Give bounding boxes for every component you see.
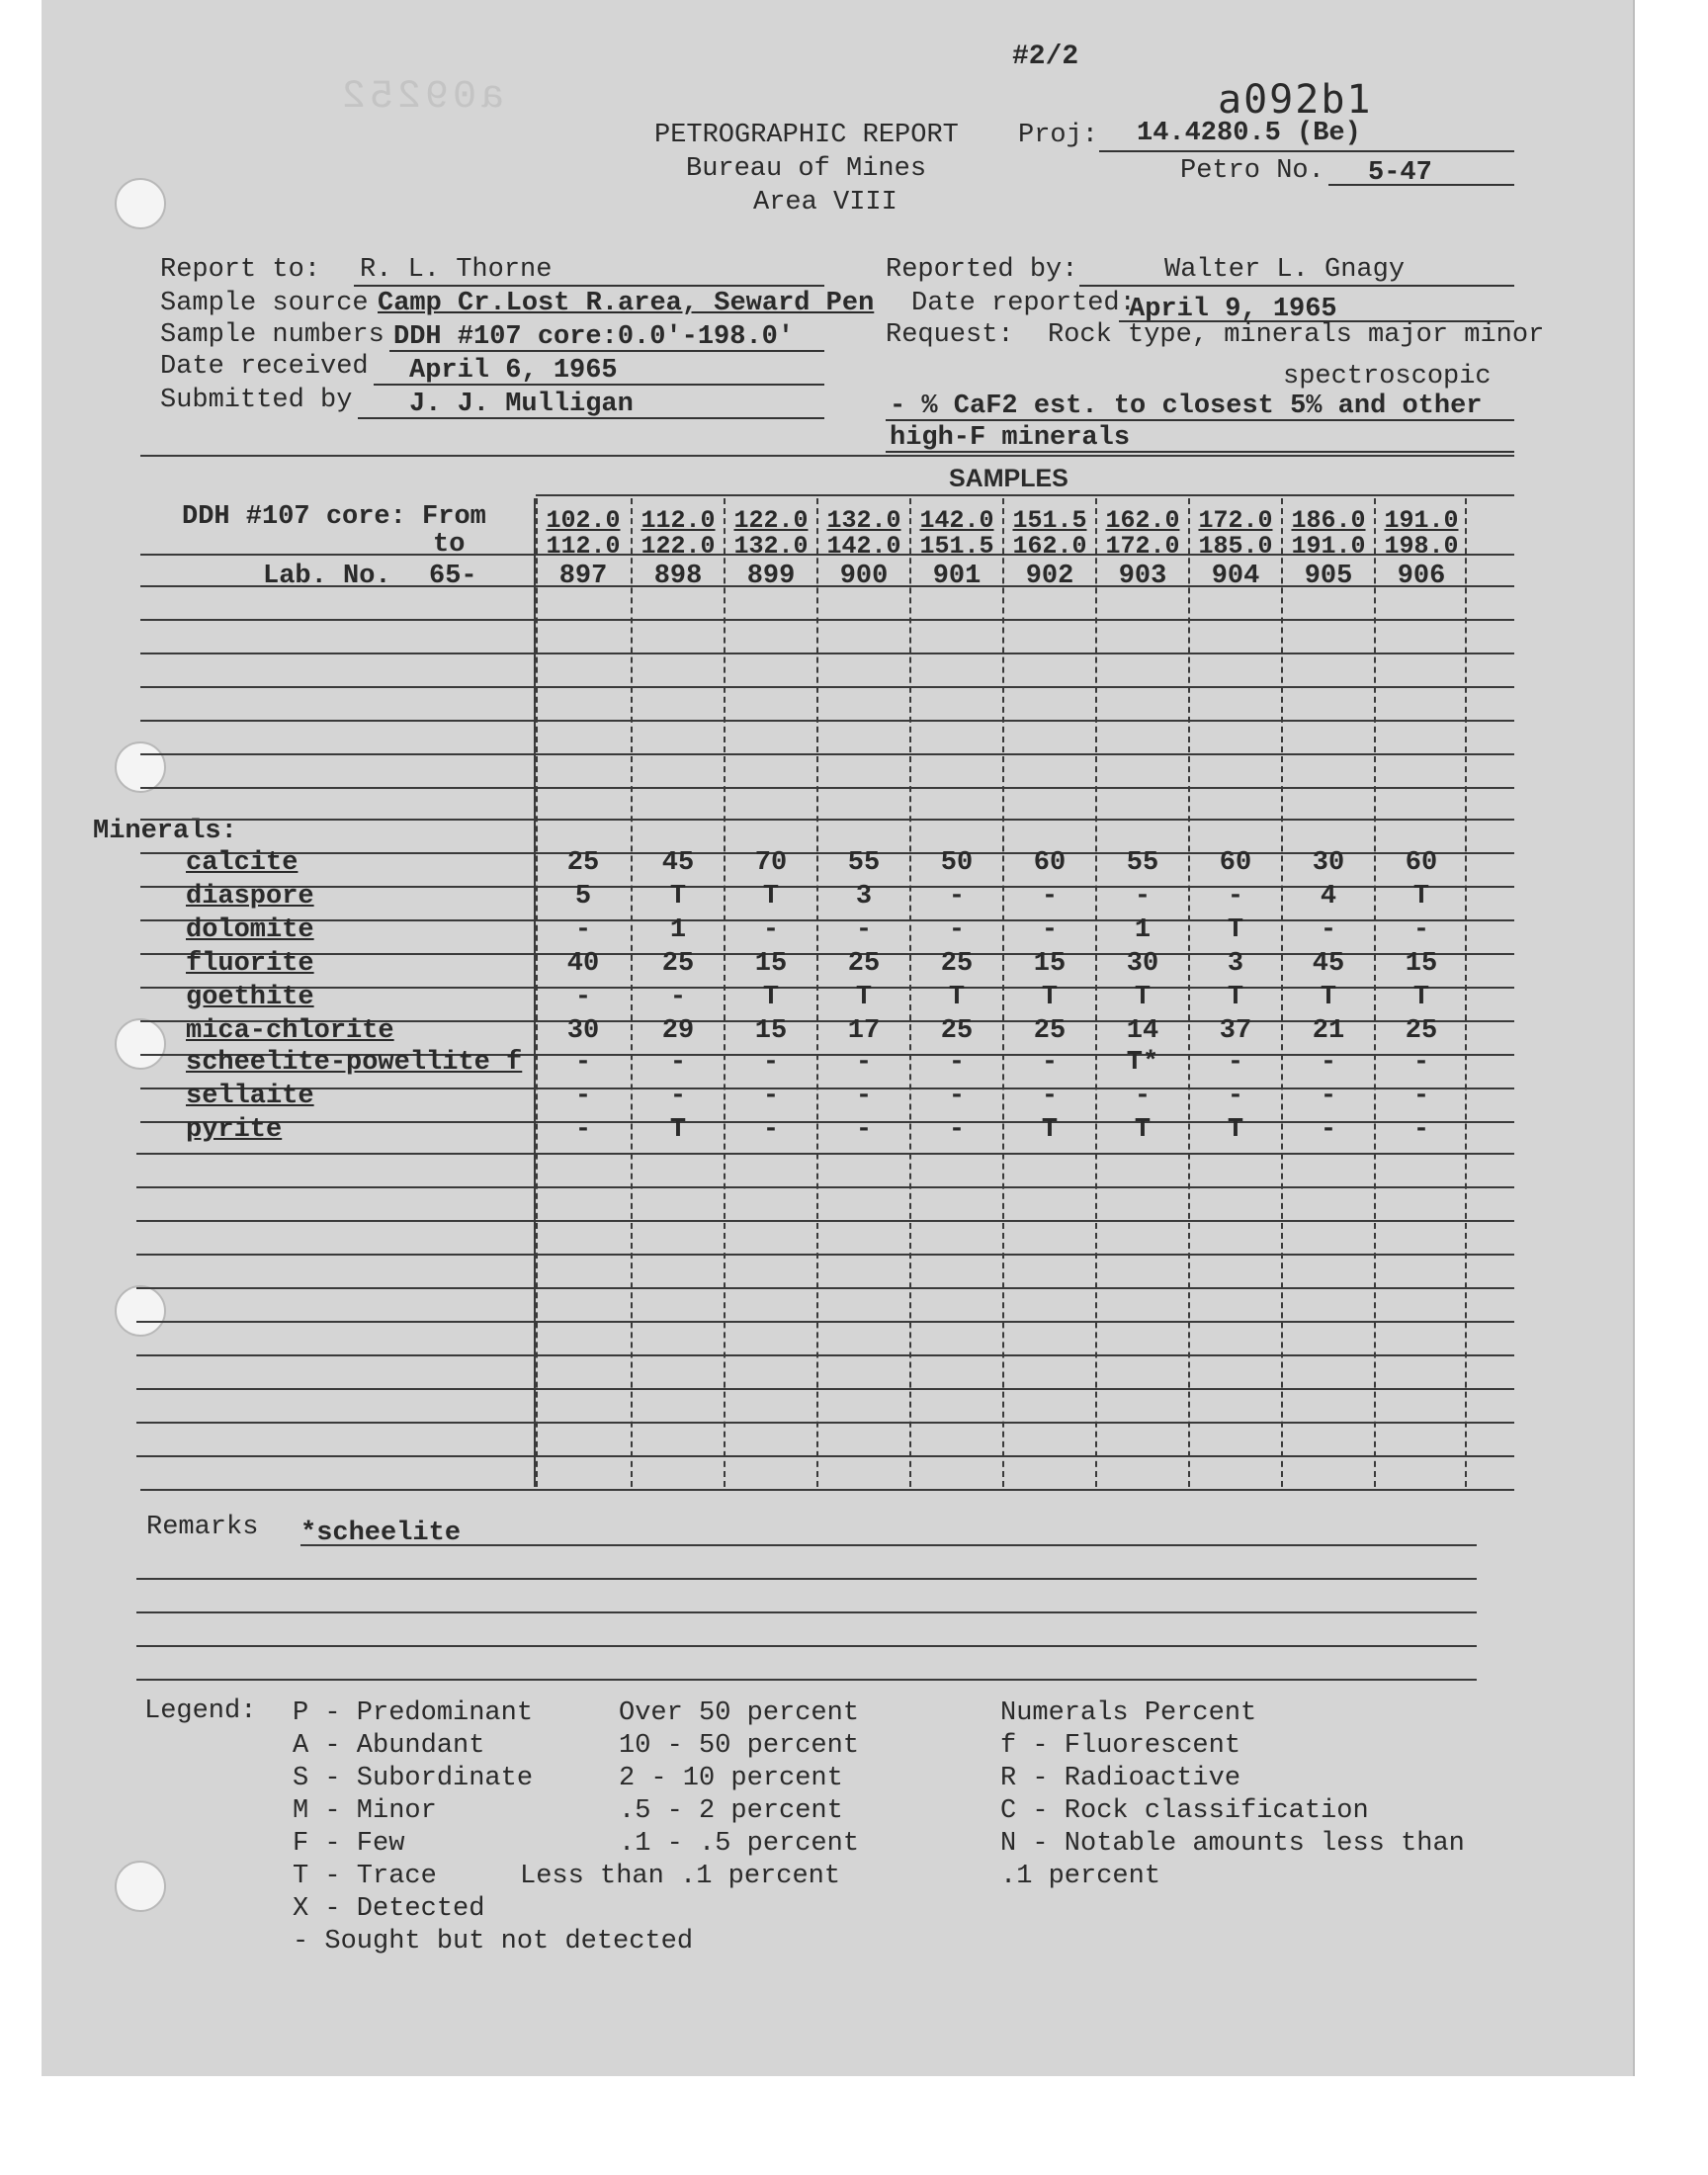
from-depth: 132.0 [826, 506, 901, 535]
report-title: PETROGRAPHIC REPORT [654, 121, 959, 150]
remarks-rule [136, 1578, 1477, 1580]
mineral-value: 21 [1312, 1016, 1345, 1046]
mineral-value: - [1041, 882, 1059, 912]
report-to-value: R. L. Thorne [360, 255, 553, 285]
mineral-value: - [574, 915, 592, 945]
to-depth: 162.0 [1012, 532, 1087, 561]
legend-range: 2 - 10 percent [619, 1764, 843, 1793]
mineral-value: - [948, 1115, 966, 1145]
date-received-label: Date received [160, 352, 369, 382]
mineral-value: 37 [1219, 1016, 1252, 1046]
legend-range: Less than .1 percent [520, 1862, 841, 1891]
mineral-value: 25 [847, 949, 881, 979]
table-rule [140, 720, 1514, 722]
date-reported-label: Date reported: [911, 289, 1136, 318]
table-rule [140, 1489, 1514, 1491]
request-value: Rock type, minerals major minor [1048, 320, 1545, 350]
sample-source-label: Sample source [160, 289, 369, 318]
sample-source-value: Camp Cr.Lost R.area, Seward Pen [378, 289, 875, 318]
mineral-value: 5 [574, 882, 592, 912]
from-depth: 172.0 [1198, 506, 1273, 535]
lab-no-prefix: 65- [429, 562, 477, 591]
page-mark: #2/2 [1012, 42, 1079, 72]
to-depth: 132.0 [733, 532, 809, 561]
core-label: DDH #107 core: From [182, 502, 486, 532]
mineral-value: T [1134, 1115, 1152, 1145]
request-underline-2 [886, 451, 1514, 453]
legend-range: Over 50 percent [619, 1698, 860, 1728]
punch-hole [115, 1018, 166, 1070]
mineral-value: 29 [661, 1016, 695, 1046]
mineral-value: 30 [1126, 949, 1159, 979]
table-rule [140, 819, 1514, 821]
reported-by-underline [1079, 285, 1514, 287]
table-rule [136, 1354, 1514, 1356]
to-depth: 142.0 [826, 532, 901, 561]
mineral-value: 14 [1126, 1016, 1159, 1046]
legend-code: F - Few [293, 1829, 405, 1859]
agency-name: Bureau of Mines [686, 154, 927, 184]
mineral-value: 45 [1312, 949, 1345, 979]
mineral-value: T [1041, 983, 1059, 1012]
legend-range: .5 - 2 percent [619, 1796, 843, 1826]
sample-numbers-label: Sample numbers [160, 320, 384, 350]
legend-label: Legend: [144, 1696, 257, 1726]
mineral-value: - [1320, 915, 1337, 945]
legend-range: 10 - 50 percent [619, 1731, 860, 1761]
mineral-value: - [762, 915, 780, 945]
mineral-value: T [669, 882, 687, 912]
request-line-3: - % CaF2 est. to closest 5% and other [890, 392, 1483, 421]
mineral-value: 60 [1219, 848, 1252, 878]
table-rule [536, 494, 1514, 496]
legend-code: S - Subordinate [293, 1764, 534, 1793]
mineral-value: 45 [661, 848, 695, 878]
petro-underline [1328, 184, 1514, 186]
from-depth: 112.0 [640, 506, 716, 535]
mineral-value: - [762, 1082, 780, 1111]
table-rule [140, 686, 1514, 688]
legend-code: - Sought but not detected [293, 1927, 694, 1957]
mineral-name: fluorite [186, 949, 314, 979]
to-depth: 151.5 [919, 532, 994, 561]
mineral-value: - [948, 1082, 966, 1111]
mineral-name: goethite [186, 983, 314, 1012]
mineral-value: 3 [1227, 949, 1244, 979]
mineral-value: - [1320, 1115, 1337, 1145]
lab-number: 904 [1211, 562, 1260, 591]
lab-number: 906 [1397, 562, 1446, 591]
mineral-value: T [1412, 882, 1430, 912]
mineral-value: - [762, 1048, 780, 1078]
mineral-value: - [1412, 1048, 1430, 1078]
samples-label: SAMPLES [949, 465, 1068, 492]
table-rule [136, 1287, 1514, 1289]
to-label: to [433, 530, 466, 560]
mineral-value: 55 [847, 848, 881, 878]
mineral-value: 25 [1405, 1016, 1438, 1046]
mineral-value: T [1412, 983, 1430, 1012]
mineral-value: - [1134, 1082, 1152, 1111]
legend-code: A - Abundant [293, 1731, 485, 1761]
mineral-value: 60 [1033, 848, 1067, 878]
remarks-rule [136, 1645, 1477, 1647]
mineral-value: - [1041, 915, 1059, 945]
mineral-value: - [574, 1115, 592, 1145]
legend-note: Numerals Percent [1000, 1698, 1257, 1728]
mineral-value: 25 [940, 1016, 974, 1046]
mineral-value: 30 [1312, 848, 1345, 878]
from-depth: 191.0 [1384, 506, 1459, 535]
remarks-rule [136, 1611, 1477, 1613]
table-rule [140, 619, 1514, 621]
mineral-name: pyrite [186, 1115, 283, 1145]
submitted-by-value: J. J. Mulligan [409, 390, 634, 419]
lab-number: 898 [653, 562, 703, 591]
mineral-value: - [855, 1048, 873, 1078]
request-underline-1 [886, 419, 1514, 421]
request-line-2: spectroscopic [1283, 362, 1492, 392]
mineral-value: 4 [1320, 882, 1337, 912]
mineral-value: 70 [754, 848, 788, 878]
from-depth: 142.0 [919, 506, 994, 535]
legend-note: .1 percent [1000, 1862, 1161, 1891]
mineral-value: 55 [1126, 848, 1159, 878]
mineral-value: - [1320, 1048, 1337, 1078]
mineral-value: - [1320, 1082, 1337, 1111]
mineral-name: diaspore [186, 882, 314, 912]
remarks-rule [136, 1679, 1477, 1681]
mineral-value: T [1320, 983, 1337, 1012]
mineral-value: 25 [940, 949, 974, 979]
reported-by-value: Walter L. Gnagy [1164, 255, 1406, 285]
remarks-label: Remarks [146, 1513, 259, 1542]
sample-numbers-underline [389, 350, 824, 352]
table-rule [136, 1254, 1514, 1256]
mineral-value: - [855, 915, 873, 945]
to-depth: 112.0 [546, 532, 621, 561]
mineral-value: T [1227, 983, 1244, 1012]
mineral-value: 15 [1033, 949, 1067, 979]
mineral-value: T [762, 882, 780, 912]
table-rule [140, 455, 1514, 457]
mineral-value: - [948, 1048, 966, 1078]
mineral-value: - [574, 1082, 592, 1111]
submitted-by-underline [358, 417, 824, 419]
area-name: Area VIII [753, 188, 897, 218]
proj-value: 14.4280.5 (Be) [1137, 119, 1361, 148]
mineral-value: - [1412, 915, 1430, 945]
table-rule [140, 753, 1514, 755]
mineral-value: - [948, 882, 966, 912]
minerals-label: Minerals: [93, 817, 237, 846]
date-received-value: April 6, 1965 [409, 356, 618, 386]
proj-label: Proj: [1018, 121, 1099, 150]
mineral-value: 25 [661, 949, 695, 979]
report-to-label: Report to: [160, 255, 321, 285]
lab-number: 897 [558, 562, 608, 591]
mineral-value: - [574, 1048, 592, 1078]
mineral-value: T [948, 983, 966, 1012]
legend-range: .1 - .5 percent [619, 1829, 860, 1859]
mineral-value: - [1412, 1082, 1430, 1111]
mineral-value: T [855, 983, 873, 1012]
mineral-value: 1 [1134, 915, 1152, 945]
petro-value: 5-47 [1368, 158, 1432, 188]
lab-number: 901 [932, 562, 982, 591]
to-depth: 172.0 [1105, 532, 1180, 561]
mineral-value: - [669, 1082, 687, 1111]
mineral-value: 30 [566, 1016, 600, 1046]
mineral-value: - [1041, 1082, 1059, 1111]
date-reported-value: April 9, 1965 [1129, 295, 1337, 324]
mineral-value: T [1134, 983, 1152, 1012]
table-rule [136, 1220, 1514, 1222]
mineral-value: - [1227, 1048, 1244, 1078]
mineral-value: - [1041, 1048, 1059, 1078]
request-line-4: high-F minerals [890, 423, 1131, 453]
lab-number: 905 [1304, 562, 1353, 591]
from-depth: 186.0 [1291, 506, 1366, 535]
from-depth: 162.0 [1105, 506, 1180, 535]
legend-code: T - Trace [293, 1862, 437, 1891]
mineral-name: calcite [186, 848, 299, 878]
legend-note: N - Notable amounts less than [1000, 1829, 1465, 1859]
from-depth: 102.0 [546, 506, 621, 535]
sample-numbers-value: DDH #107 core:0.0'-198.0' [393, 322, 795, 352]
mineral-value: - [1227, 1082, 1244, 1111]
proj-underline [1099, 150, 1514, 152]
remarks-rule [300, 1544, 1477, 1546]
mineral-value: - [669, 983, 687, 1012]
mineral-value: - [1227, 882, 1244, 912]
mineral-name: sellaite [186, 1082, 314, 1111]
punch-hole [115, 1861, 166, 1912]
lab-number: 899 [746, 562, 796, 591]
table-rule [136, 1186, 1514, 1188]
lab-no-label: Lab. No. [263, 562, 391, 591]
mineral-value: T [1227, 1115, 1244, 1145]
mineral-value: - [574, 983, 592, 1012]
legend-note: f - Fluorescent [1000, 1731, 1241, 1761]
to-depth: 198.0 [1384, 532, 1459, 561]
table-rule [136, 1321, 1514, 1323]
mineral-value: - [1134, 882, 1152, 912]
mineral-name: dolomite [186, 915, 314, 945]
table-rule [136, 1422, 1514, 1424]
lab-number: 902 [1025, 562, 1074, 591]
report-to-underline [354, 285, 824, 287]
document-number: a092b1 [1218, 77, 1373, 123]
mineral-value: - [855, 1115, 873, 1145]
mineral-value: 25 [566, 848, 600, 878]
mineral-value: 15 [754, 949, 788, 979]
request-label: Request: [886, 320, 1014, 350]
mineral-value: T [1041, 1115, 1059, 1145]
to-depth: 185.0 [1198, 532, 1273, 561]
mineral-value: 25 [1033, 1016, 1067, 1046]
mineral-value: 17 [847, 1016, 881, 1046]
mineral-value: 40 [566, 949, 600, 979]
legend-code: P - Predominant [293, 1698, 534, 1728]
mineral-value: - [948, 915, 966, 945]
table-rule [140, 787, 1514, 789]
mineral-value: 15 [1405, 949, 1438, 979]
reported-by-label: Reported by: [886, 255, 1078, 285]
legend-note: R - Radioactive [1000, 1764, 1241, 1793]
table-rule [136, 1388, 1514, 1390]
punch-hole [115, 741, 166, 793]
punch-hole [115, 1285, 166, 1337]
mineral-value: 3 [855, 882, 873, 912]
mineral-value: 60 [1405, 848, 1438, 878]
mineral-name: mica-chlorite [186, 1016, 394, 1046]
mineral-value: 50 [940, 848, 974, 878]
mineral-value: T [669, 1115, 687, 1145]
mineral-value: - [855, 1082, 873, 1111]
to-depth: 191.0 [1291, 532, 1366, 561]
table-rule [136, 1455, 1514, 1457]
mineral-value: 1 [669, 915, 687, 945]
remarks-value: *scheelite [300, 1519, 462, 1548]
punch-hole [115, 178, 166, 229]
bleed-through-number: a09252 [338, 75, 505, 120]
date-received-underline [374, 384, 824, 386]
mineral-value: T* [1126, 1048, 1159, 1078]
mineral-value: - [669, 1048, 687, 1078]
legend-code: M - Minor [293, 1796, 437, 1826]
lab-number: 903 [1118, 562, 1167, 591]
from-depth: 151.5 [1012, 506, 1087, 535]
lab-number: 900 [839, 562, 889, 591]
legend-note: C - Rock classification [1000, 1796, 1369, 1826]
mineral-value: T [762, 983, 780, 1012]
petro-label: Petro No. [1180, 156, 1324, 186]
mineral-value: 15 [754, 1016, 788, 1046]
mineral-value: - [1412, 1115, 1430, 1145]
submitted-by-label: Submitted by [160, 386, 353, 415]
mineral-name: scheelite-powellite f [186, 1048, 523, 1078]
from-depth: 122.0 [733, 506, 809, 535]
to-depth: 122.0 [640, 532, 716, 561]
mineral-value: T [1227, 915, 1244, 945]
legend-code: X - Detected [293, 1894, 485, 1924]
mineral-value: - [762, 1115, 780, 1145]
table-rule [136, 1153, 1514, 1155]
report-sheet [42, 0, 1633, 2076]
table-rule [140, 652, 1514, 654]
